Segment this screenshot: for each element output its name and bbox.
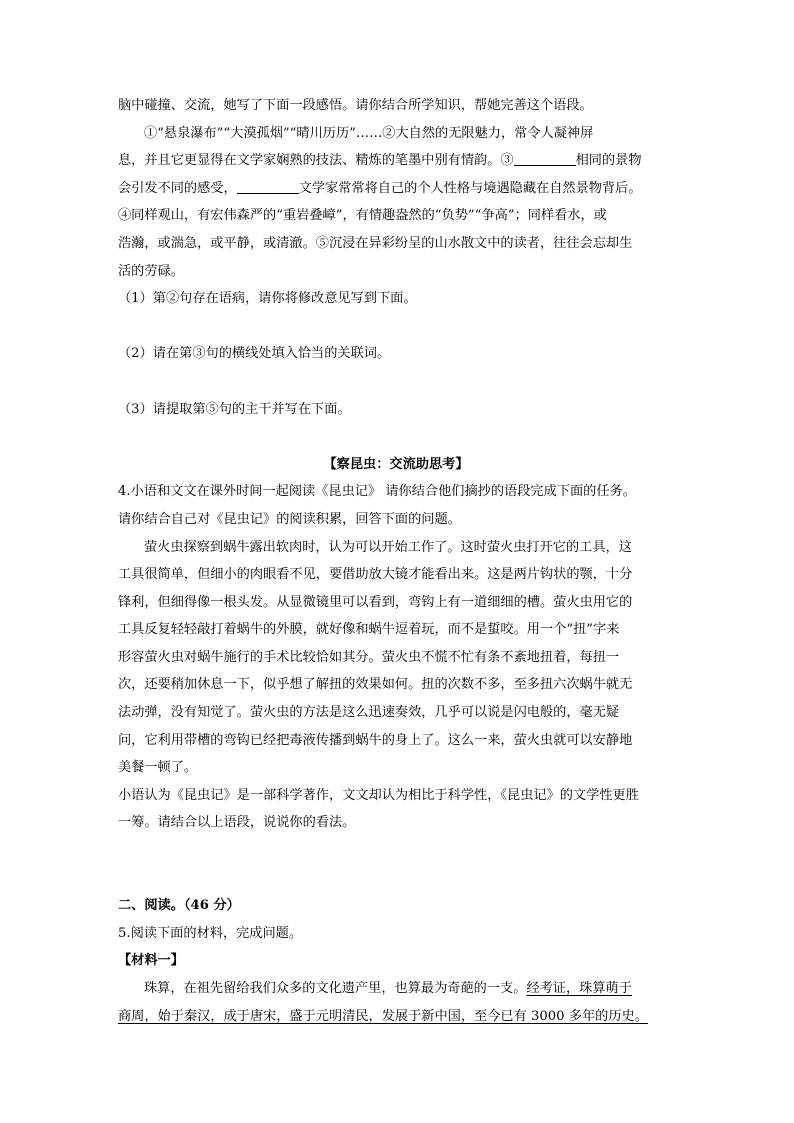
answer-space — [118, 837, 674, 865]
paragraph-text: 文学家常常将自己的个人性格与境遇隐藏在自然景物背后。 — [298, 180, 642, 196]
intro-line: 脑中碰撞、交流，她写了下面一段感悟。请你结合所学知识，帮她完善这个语段。 — [118, 98, 593, 113]
passage-line: 形容萤火虫对蜗牛施行的手术比较恰如其分。萤火虫不慌不忙有条不紊地扭着，每扭一 — [118, 649, 620, 665]
paragraph-text: 相同的景物 — [575, 153, 642, 169]
passage-line: 问，它利用带槽的弯钩已经把毒液传播到蜗牛的身上了。这么一来，萤火虫就可以安静地 — [118, 732, 633, 748]
question-1: （1）第②句存在语病，请你将修改意见写到下面。 — [118, 291, 417, 307]
question-4-prompt: 小语认为《昆虫记》是一部科学著作，文文却认为相比于科学性，《昆虫记》的文学性更胜 — [118, 787, 639, 803]
answer-space — [118, 313, 674, 341]
underlined-text: 经考证，珠算萌于 — [526, 981, 632, 996]
paragraph-line: ①“悬泉瀑布”“大漠孤烟”“晴川历历”……②大自然的无限魅力，常令人凝神屏 — [144, 125, 594, 141]
paragraph-line — [118, 147, 674, 175]
passage-line: 美餐一顿了。 — [118, 760, 198, 776]
answer-space — [118, 368, 674, 396]
question-4-line: 4.小语和文文在课外时间一起阅读《昆虫记》 请你结合他们摘抄的语段完成下面的任务。 — [118, 484, 636, 500]
passage-line: 次，还要稍加休息一下，似乎想了解扭的效果如何。扭的次数不多，至多扭六次蜗牛就无 — [118, 677, 633, 693]
fill-blank[interactable] — [514, 151, 576, 166]
paragraph-line: 浩瀚，或湍急，或平静，或清澈。⑤沉浸在异彩纷呈的山水散文中的读者，往往会忘却生 — [118, 235, 633, 251]
passage-line: 锋利，但细得像一根头发。从显微镜里可以看到，弯钩上有一道细细的槽。萤火虫用它的 — [118, 594, 633, 610]
paragraph-line: 活的劳碌。 — [118, 263, 184, 279]
passage-line: 萤火虫探察到蜗牛露出软肉时，认为可以开始工作了。这时萤火虫打开它的工具，这 — [144, 539, 632, 555]
answer-space — [118, 423, 674, 451]
question-3: （3）请提取第⑤句的主干并写在下面。 — [118, 401, 351, 417]
passage-line: 工具很简单，但细小的肉眼看不见，要借助放大镜才能看出来。这是两片钩状的颚，十分 — [118, 567, 633, 583]
question-2: （2）请在第③句的横线处填入恰当的关联词。 — [118, 346, 391, 362]
passage-line: 工具反复轻轻敲打着蜗牛的外膜，就好像和蜗牛逗着玩，而不是蜇咬。用一个“扭”字来 — [118, 622, 620, 638]
material-line — [118, 975, 674, 1003]
part-two-heading: 二、阅读。（46 分） — [118, 898, 240, 914]
paragraph-line: ④同样观山，有宏伟森严的“重岩叠嶂”，有情趣盎然的“负势”“争高”；同样看水，或 — [118, 208, 607, 224]
question-5: 5.阅读下面的材料，完成问题。 — [118, 925, 303, 941]
paragraph-text: 会引发不同的感受， — [118, 180, 237, 196]
material-label: 【材料一】 — [118, 953, 184, 969]
answer-space — [118, 865, 674, 893]
passage-line: 法动弹，没有知觉了。萤火虫的方法是这么迅速奏效，几乎可以说是闪电般的，毫无疑 — [118, 705, 620, 721]
paragraph-text: 息，并且它更显得在文学家娴熟的技法、精炼的笔墨中别有情韵。③ — [118, 153, 514, 169]
underlined-text: 商周，始于秦汉，成于唐宋，盛于元明清民，发展于新中国，至今已有 3000 多年的历史。 — [118, 1008, 648, 1024]
section-title: 【察昆虫：交流助思考】 — [323, 456, 469, 472]
material-text: 珠算，在祖先留给我们众多的文化遗产里，也算最为奇葩的一支。 — [144, 981, 527, 996]
document-page — [118, 92, 674, 1030]
fill-blank[interactable] — [237, 179, 299, 194]
question-4-line: 请你结合自己对《昆虫记》的阅读积累，回答下面的问题。 — [118, 511, 461, 527]
question-4-prompt: 一筹。请结合以上语段，说说你的看法。 — [118, 815, 356, 831]
paragraph-line — [118, 175, 674, 203]
